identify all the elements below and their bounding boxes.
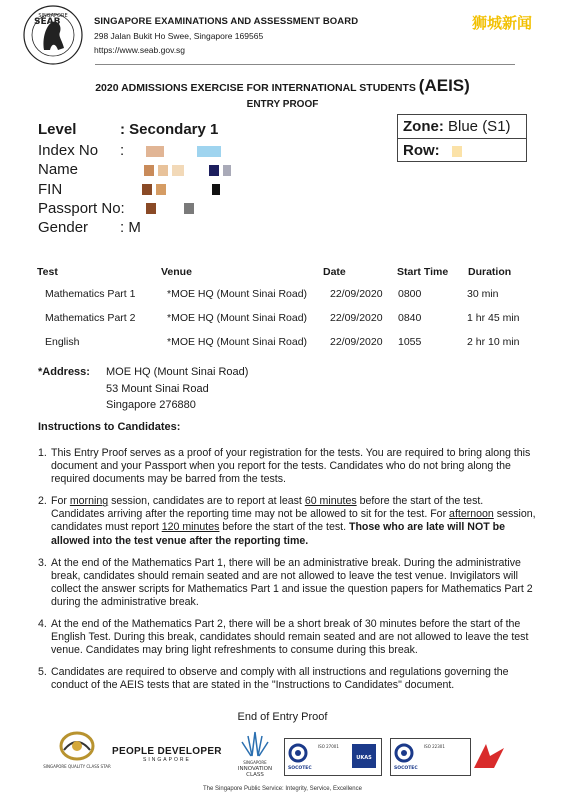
cell-duration: 2 hr 10 min [467, 336, 520, 348]
title-acronym: (AEIS) [418, 76, 470, 95]
svg-text:ISO 22301: ISO 22301 [424, 744, 445, 749]
address-line: 53 Mount Sinai Road [106, 382, 209, 395]
people-developer-sub: SINGAPORE [143, 757, 191, 763]
table-row [37, 336, 537, 360]
cell-test: English [45, 336, 80, 348]
instruction-number: 4. [38, 618, 47, 631]
instruction-number: 5. [38, 666, 47, 679]
instruction-item [38, 447, 538, 486]
redaction [172, 165, 184, 176]
fin-label: FIN [38, 180, 63, 198]
instruction-text: This Entry Proof serves as a proof of your registration for the tests. You are required to bring along this document and your Passport when you report for the tests. Candidates who do not bring along the required documents may be barred from the tests. [51, 447, 531, 486]
seat-row [398, 139, 526, 162]
instruction-text: At the end of the Mathematics Part 1, there will be an administrative break. During the administrative break, candidates should remain seated and are not allowed to leave the test venue. Invigilators will collect the answer scripts for Mathematics Part 1 and issue the question papers for Mathematics Part 2 during the administrative break. [51, 556, 533, 608]
svg-text:SOCOTEC: SOCOTEC [394, 766, 418, 771]
redaction [144, 165, 154, 176]
row-label: Row: [403, 142, 440, 159]
instruction-text-underlined: 120 minutes [161, 521, 220, 534]
table-row [37, 312, 537, 336]
cell-date: 22/09/2020 [330, 288, 383, 300]
fin-value-redacted [120, 180, 220, 199]
cell-date: 22/09/2020 [330, 312, 383, 324]
cell-start-time: 0800 [398, 288, 422, 300]
cell-start-time: 0840 [398, 312, 422, 324]
instruction-number: 2. [38, 495, 47, 508]
test-schedule-table [37, 266, 537, 360]
svg-text:ISO 27001: ISO 27001 [318, 744, 339, 749]
instruction-text: before the start of the test. [219, 521, 349, 534]
instruction-text: session, candidates are to report at least [108, 495, 305, 508]
innovation-class-logo [230, 728, 280, 780]
org-address: 298 Jalan Bukit Ho Swee, Singapore 169565 [94, 31, 264, 41]
header [22, 4, 542, 64]
end-of-entry-proof: End of Entry Proof [237, 711, 328, 723]
socotec-iso22301-logo [390, 738, 510, 776]
instruction-item [38, 618, 538, 657]
instruction-text: At the end of the Mathematics Part 2, there will be a short break of 30 minutes before the start of the English Test. During this break, candidates should remain seated and are not allowed to leave the test venue. Candidates may bring light refreshments to consume during this break. [51, 618, 529, 657]
col-duration: Duration [468, 266, 512, 278]
cell-venue: *MOE HQ (Mount Sinai Road) [167, 336, 308, 348]
address-label: *Address: [38, 366, 90, 378]
svg-text:INNOVATION: INNOVATION [237, 766, 273, 772]
instruction-text: session, candidates must report [51, 508, 536, 534]
index-label: Index No [38, 142, 99, 159]
gender-label: Gender [38, 219, 89, 237]
redaction [197, 146, 221, 157]
instruction-number: 3. [38, 556, 47, 569]
seab-seal-logo [22, 4, 84, 66]
col-start-time: Start Time [397, 266, 449, 278]
svg-text:SINGAPORE: SINGAPORE [38, 13, 68, 19]
instruction-text-underlined: afternoon [449, 508, 494, 521]
redaction [156, 184, 166, 195]
instructions-list [38, 447, 538, 702]
name-label: Name [38, 161, 79, 179]
watermark: 狮城新闻 [471, 15, 532, 32]
cell-test: Mathematics Part 1 [45, 288, 136, 300]
address-line: Singapore 276880 [106, 399, 196, 411]
instruction-text: For [51, 495, 70, 508]
passport-value-redacted [146, 199, 194, 218]
certification-logos [43, 728, 512, 783]
svg-text:CLASS: CLASS [246, 772, 264, 778]
people-developer-logo [112, 746, 222, 763]
level-label: Level [38, 121, 77, 138]
redaction [146, 203, 156, 214]
svg-text:SOCOTEC: SOCOTEC [288, 766, 312, 771]
socotec-iso27001-logo [284, 738, 382, 776]
svg-text:SINGAPORE: SINGAPORE [243, 760, 267, 765]
redaction [212, 184, 220, 195]
col-date: Date [323, 266, 346, 278]
passport-label: Passport No: [38, 199, 125, 217]
redaction [146, 146, 164, 157]
header-divider [95, 64, 515, 65]
org-block [94, 16, 358, 55]
redaction [209, 165, 219, 176]
instruction-item [38, 666, 538, 692]
instruction-text-bold: Those who are late will NOT be allowed into the test venue after the reporting time. [51, 521, 505, 547]
cell-test: Mathematics Part 2 [45, 312, 136, 324]
cell-duration: 30 min [467, 288, 499, 300]
index-value-redacted: : [120, 141, 221, 160]
zone-value: Blue (S1) [448, 118, 511, 135]
redaction [223, 165, 231, 176]
redaction [142, 184, 152, 195]
gender-value: : M [120, 219, 141, 237]
people-developer-text: PEOPLE DEVELOPER [112, 746, 222, 757]
address-lines [106, 364, 248, 414]
instruction-text-underlined: 60 minutes [304, 495, 357, 508]
zone-box [397, 114, 527, 162]
instructions-title: Instructions to Candidates: [38, 421, 181, 433]
instruction-text: before the start of the test. Candidates arriving after the reporting time may not be allowed to sit for the test. For [51, 495, 484, 521]
level-value: : Secondary 1 [120, 121, 219, 138]
table-row [37, 288, 537, 312]
name-value-redacted [120, 160, 231, 179]
redaction [184, 203, 194, 214]
quality-class-star-logo [43, 728, 111, 780]
instruction-number: 1. [38, 447, 47, 459]
cell-start-time: 1055 [398, 336, 422, 348]
zone-row [398, 115, 526, 139]
org-website[interactable]: https://www.seab.gov.sg [94, 45, 186, 55]
org-name: SINGAPORE EXAMINATIONS AND ASSESSMENT BOARD [94, 16, 359, 27]
redaction [452, 146, 462, 157]
instruction-text-underlined: morning [69, 495, 109, 508]
svg-text:UKAS: UKAS [356, 755, 372, 761]
title-main: 2020 ADMISSIONS EXERCISE FOR INTERNATIONAL STUDENTS [95, 82, 416, 94]
svg-text:SINGAPORE QUALITY CLASS STAR: SINGAPORE QUALITY CLASS STAR [43, 764, 111, 769]
cell-date: 22/09/2020 [330, 336, 383, 348]
svg-text:SEAB: SEAB [34, 17, 61, 27]
instruction-item [38, 557, 538, 609]
redaction [158, 165, 168, 176]
address-line: MOE HQ (Mount Sinai Road) [106, 366, 249, 378]
instruction-text: Candidates are required to observe and comply with all instructions and regulations governing the conduct of the AEIS tests that are stated in the "Instructions to Candidates" document. [51, 666, 509, 692]
cell-duration: 1 hr 45 min [467, 312, 520, 324]
table-header-row [37, 266, 537, 288]
cell-venue: *MOE HQ (Mount Sinai Road) [167, 288, 308, 300]
document-subtitle: ENTRY PROOF [246, 99, 319, 110]
document-title [0, 76, 565, 96]
cell-venue: *MOE HQ (Mount Sinai Road) [167, 312, 308, 324]
col-venue: Venue [161, 266, 192, 278]
instruction-item [38, 495, 538, 547]
col-test: Test [37, 266, 58, 278]
zone-label: Zone: [403, 118, 444, 135]
footer-tagline: The Singapore Public Service: Integrity, Service, Excellence [203, 786, 362, 792]
